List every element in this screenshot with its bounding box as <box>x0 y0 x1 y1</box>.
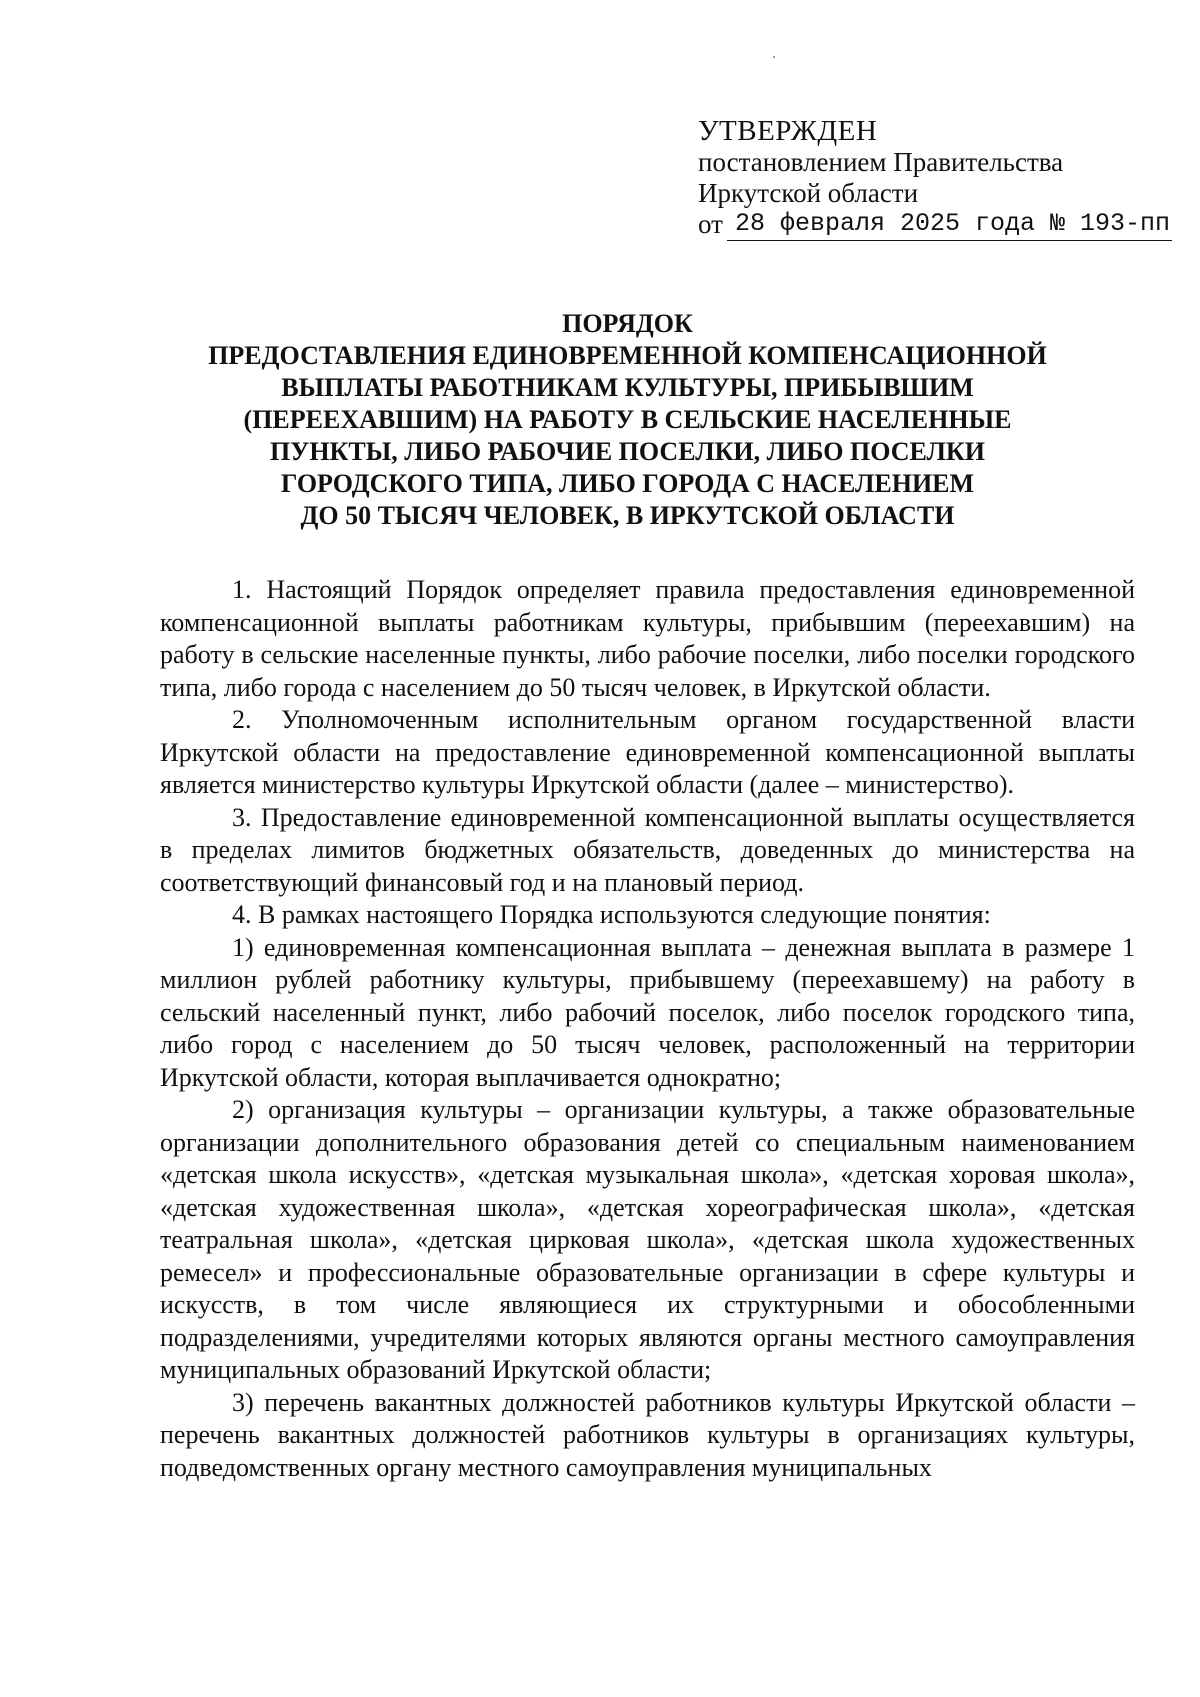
title-line: ГОРОДСКОГО ТИПА, ЛИБО ГОРОДА С НАСЕЛЕНИЕМ <box>280 469 975 498</box>
scan-speck <box>773 56 775 58</box>
paragraph-4-item-3: 3) перечень вакантных должностей работников культуры Иркутской области – перечень вакантных должностей работников культуры в организациях культуры, подведомственных органу местного самоуправления муниципальных <box>160 1387 1135 1482</box>
paragraph-1: 1. Настоящий Порядок определяет правила предоставления единовременной компенсационной выплаты работникам культуры, прибывшим (переехавшим) на работу в сельские населенные пункты, либо рабочие поселки, либо поселки городского типа, либо города с населением до 50 тысяч человек, в Иркутской области. <box>160 575 1135 702</box>
paragraph-4-item-2: 2) организация культуры – организации культуры, а также образовательные организации дополнительного образования детей со специальным наименованием «детская школа искусств», «детская музыкальная школа», «детская хоровая школа», «детская художественная школа», «детская хореографическая школа», «детская театральная школа», «детская цирковая школа», «детская школа художественных ремесел» и профессиональные образовательные организации в сфере культуры и искусств, в том числе являющиеся их структурными и обособленными подразделениями, учредителями которых являются органы местного самоуправления муниципальных образований Иркутской области; <box>160 1095 1135 1384</box>
paragraph-2: 2. Уполномоченным исполнительным органом государственной власти Иркутской области на предоставление единовременной компенсационной выплаты является министерство культуры Иркутской области (далее – министерство). <box>160 705 1135 799</box>
document-title <box>160 308 1095 532</box>
title-line: ПОРЯДОК <box>562 309 693 338</box>
title-line: ПРЕДОСТАВЛЕНИЯ ЕДИНОВРЕМЕННОЙ КОМПЕНСАЦИОННОЙ <box>208 341 1047 370</box>
paragraph-3: 3. Предоставление единовременной компенсационной выплаты осуществляется в пределах лимитов бюджетных обязательств, доведенных до министерства на соответствующий финансовый год и на плановый период. <box>160 802 1135 897</box>
title-line: ПУНКТЫ, ЛИБО РАБОЧИЕ ПОСЕЛКИ, ЛИБО ПОСЕЛКИ <box>270 437 985 466</box>
approval-date-line <box>698 209 1171 244</box>
approval-block <box>698 115 1171 244</box>
title-line: (ПЕРЕЕХАВШИМ) НА РАБОТУ В СЕЛЬСКИЕ НАСЕЛЕННЫЕ <box>243 405 1012 434</box>
paragraph-4-item-1: 1) единовременная компенсационная выплата – денежная выплата в размере 1 миллион рублей работнику культуры, прибывшему (переехавшему) на работу в сельский населенный пункт, либо рабочий поселок, либо поселок городского типа, либо город с населением до 50 тысяч человек, расположенный на территории Иркутской области, которая выплачивается однократно; <box>160 932 1135 1092</box>
paragraph-4: 4. В рамках настоящего Порядка используются следующие понятия: <box>232 900 991 929</box>
approval-line-region: Иркутской области <box>698 178 919 208</box>
title-line: ВЫПЛАТЫ РАБОТНИКАМ КУЛЬТУРЫ, ПРИБЫВШИМ <box>281 373 974 402</box>
approval-line-resolution: постановлением Правительства <box>698 147 1064 177</box>
approval-heading: УТВЕРЖДЕН <box>698 115 878 147</box>
title-line: ДО 50 ТЫСЯЧ ЧЕЛОВЕК, В ИРКУТСКОЙ ОБЛАСТИ <box>300 501 955 530</box>
approval-from-label: от <box>698 209 723 239</box>
approval-date-number: 28 февраля 2025 года № 193-пп <box>727 208 1172 241</box>
document-body <box>160 574 1135 1484</box>
